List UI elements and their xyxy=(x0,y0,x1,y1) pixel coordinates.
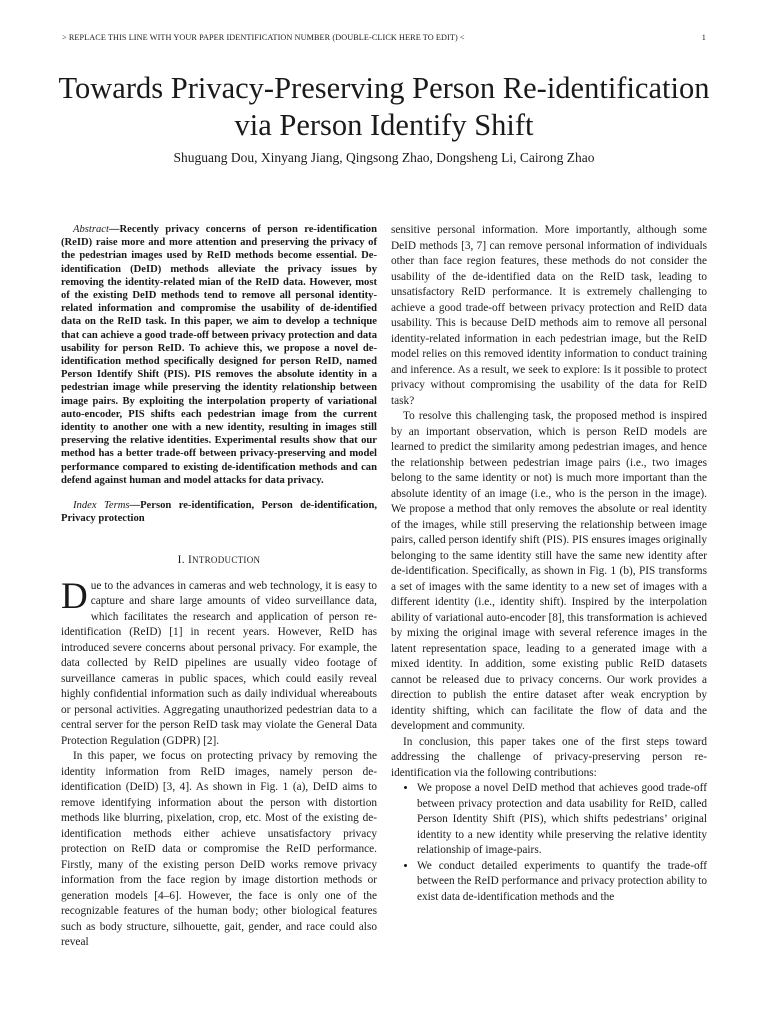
intro-paragraph-1 xyxy=(61,575,377,750)
section-title-rest: NTRODUCTION xyxy=(192,555,261,566)
right-column xyxy=(391,223,707,905)
index-terms xyxy=(61,499,377,525)
abstract xyxy=(61,223,377,487)
contribution-item: • We propose a novel DeID method that achieves good trade-off between privacy protection and data usability for ReID, called Person Identity Shift (PIS), which shifts pedestrians’ original identity to a new identity while preserving the relative identity relationship of image-pairs. xyxy=(417,781,707,859)
paper-title xyxy=(40,70,728,144)
right-paragraph-2: To resolve this challenging task, the proposed method is inspired by an important observation, which is person ReID models are learned to predict the similarity among pedestrian images, and hence the relationship between pedestrian image pairs (i.e., two images belong to the same identity or not) is much more important than the absolute identity of an image (i.e., who is the person in the image). We propose a method that only removes the absolute or real identity of the images, while still preserving the relationship between image pairs, called person identify shift (PIS). PIS ensures images originally belonging to the same identity still have the same new identity after de-identification. Specifically, as shown in Fig. 1 (b), PIS transforms a set of images with the same identity to a new set of images with a different identity (i.e., identity shift). Inspired by the interpolation ability of variational auto-encoder [8], this transformation is achieved by mixing the original image with several reference images in the latent representation space, leading to a generated image with a mixed identity. In addition, some existing public ReID datasets cannot be released due to privacy concerns. Our work provides a direction to publish the entire dataset after weak encryption by identity shifting, which can facilitate the flow of data and the development and community. xyxy=(391,410,707,732)
contribution-item: • We conduct detailed experiments to quantify the trade-off between the ReID performance and privacy protection ability to exist data de-identification methods and the xyxy=(417,859,707,906)
abstract-text: —Recently privacy concerns of person re-identification (ReID) raise more and more attention and preserving the privacy of the pedestrian images used by ReID methods become essential. De-identification (DeID) methods alleviate the privacy issues by removing the identity-related mian of the ReID data. However, most of the existing DeID methods tend to remove all personal identity-related information and compromise the usability of de-identified data on the ReID task. In this paper, we aim to develop a technique that can achieve a good trade-off between privacy protection and data usability for person ReID. To achieve this, we propose a novel de-identification method specifically designed for person ReID, named Person Identify Shift (PIS). PIS removes the absolute identity in a pedestrian image while preserving the identity relationship between image pairs. By exploiting the interpolation property of variational auto-encoder, PIS shifts each pedestrian image from the current identity to another one with a new identity, resulting in images still preserving the relative identities. Experimental results show that our method has a better trade-off between privacy-preserving and model performance compared to existing de-identification methods and can defend against human and model attacks for data privacy. xyxy=(61,224,377,486)
page-number: 1 xyxy=(701,33,706,42)
index-terms-text: —Person re-identification, Person de-identification, Privacy protection xyxy=(61,500,377,525)
author-list: Shuguang Dou, Xinyang Jiang, Qingsong Zhao, Dongsheng Li, Cairong Zhao xyxy=(173,150,595,165)
section-title-initial: I xyxy=(187,554,193,567)
abstract-lead: Abstract xyxy=(73,224,109,235)
intro-paragraph-1-text: ue to the advances in cameras and web technology, it is easy to capture and share large amounts of video surveillance data, which facilitates the research and application of person re-identification (ReID) [1] in recent years. However, ReID has introduced severe concerns about personal privacy. For example, the data collected by ReID pipelines are usually video footage of surveillance cameras in public spaces, which could easily reveal highly confidential information such as daily individual whereabouts or personal activities. Aggregating unauthorized pedestrian data to a central server for the person ReID task may violate the General Data Protection Regulation (GDPR) [2]. xyxy=(61,579,377,747)
running-header xyxy=(62,33,706,42)
title-line-2: via Person Identify Shift xyxy=(234,108,534,142)
drop-cap: D xyxy=(61,575,88,617)
right-paragraph-3: In conclusion, this paper takes one of the first steps toward addressing the challenge of privacy-preserving person re-identification via the following contributions: xyxy=(391,735,707,779)
contribution-list xyxy=(391,781,707,905)
section-heading-introduction xyxy=(61,553,377,569)
title-line-1: Towards Privacy-Preserving Person Re-identification xyxy=(58,71,710,105)
index-terms-lead: Index Terms xyxy=(73,500,130,512)
section-numeral: I. xyxy=(177,554,185,567)
left-column xyxy=(61,223,377,951)
right-paragraph-1: sensitive personal information. More importantly, although some DeID methods [3, 7] can remove personal information of individuals other than face region features, these methods do not consider the usability of the de-identified data on the ReID task, leading to unsatisfactory ReID performance. It is extremely challenging to achieve a good trade-off between privacy protection and ReID data usability. This is because DeID methods aim to remove all personal identity-related information in each pedestrian image, but the ReID model relies on this removed identity information to conduct training and inference. As a result, we seek to explore: Is it possible to protect privacy without compromising the usability of the data for ReID task? xyxy=(391,224,707,407)
intro-paragraph-2: In this paper, we focus on protecting privacy by removing the identity information from ReID images, namely person de-identification (DeID) [3, 4]. As shown in Fig. 1 (a), DeID aims to remove identifying information about the person with distortion methods like blurring, pixelation, crop, etc. Most of the existing de-identification methods either achieve unsatisfactory privacy protection on ReID data or compromise the ReID performance. Firstly, many of the existing person DeID works remove privacy information from the face region by image distortion methods or generation models [4–6]. However, the face is only one of the recognizable features of the human body; other biological features such as body structure, silhouette, gait, gender, and race could also reveal xyxy=(61,750,377,949)
header-placeholder-text: > REPLACE THIS LINE WITH YOUR PAPER IDENTIFICATION NUMBER (DOUBLE-CLICK HERE TO EDIT) < xyxy=(62,33,465,42)
